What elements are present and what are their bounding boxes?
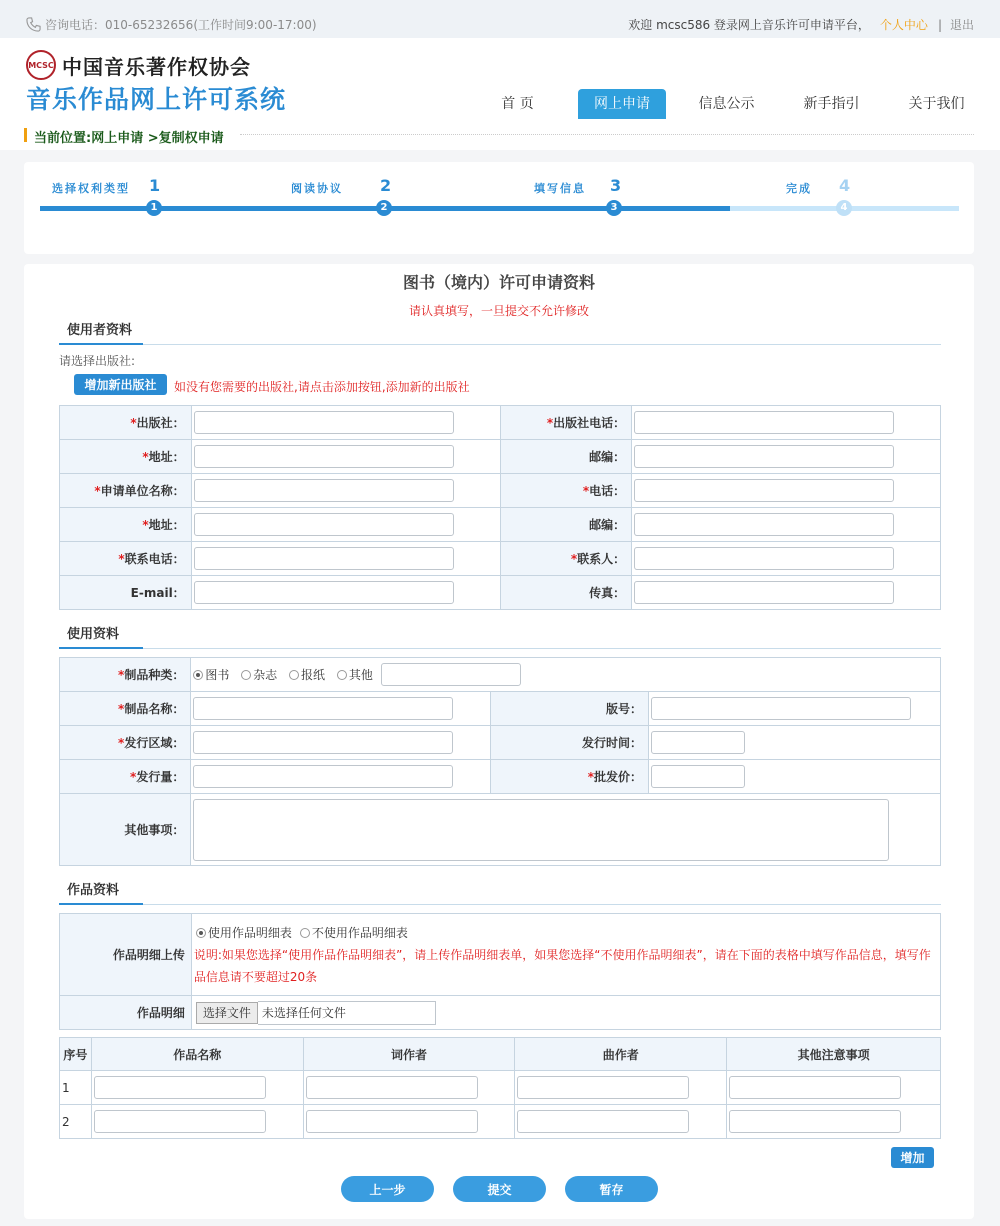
radio-use-detail[interactable] bbox=[196, 928, 206, 938]
product-type-label: *制品种类： bbox=[60, 658, 191, 692]
works-table bbox=[59, 1037, 941, 1139]
other-textarea[interactable] bbox=[193, 799, 889, 861]
user-info-table bbox=[59, 405, 941, 610]
section-use-label: 使用资料 bbox=[59, 623, 143, 649]
works-cell-input[interactable] bbox=[729, 1076, 901, 1099]
field-input[interactable] bbox=[194, 581, 454, 604]
table-row bbox=[60, 1071, 941, 1105]
form-warning: 请认真填写，一旦提交不允许修改 bbox=[408, 304, 589, 318]
nav-guide[interactable]: 新手指引 bbox=[803, 96, 860, 112]
user-center-link[interactable]: 个人中心 bbox=[879, 18, 928, 32]
wholesale-input[interactable] bbox=[651, 765, 745, 788]
field-label: *出版社电话： bbox=[500, 406, 632, 440]
radio-magazine[interactable] bbox=[241, 670, 251, 680]
field-input[interactable] bbox=[194, 445, 454, 468]
radio-book[interactable] bbox=[193, 670, 203, 680]
submit-button[interactable]: 提交 bbox=[453, 1176, 546, 1202]
nav-online-apply[interactable]: 网上申请 bbox=[578, 89, 666, 119]
choose-file-button[interactable]: 选择文件 bbox=[196, 1002, 258, 1024]
prev-step-button[interactable]: 上一步 bbox=[341, 1176, 434, 1202]
quantity-label: *发行量： bbox=[60, 760, 191, 794]
application-form bbox=[24, 264, 974, 1219]
radio-other[interactable] bbox=[337, 670, 347, 680]
logout-link[interactable]: 退出 bbox=[949, 18, 974, 32]
field-label: 传真： bbox=[500, 576, 632, 610]
system-title: 音乐作品网上许可系统 bbox=[26, 85, 287, 114]
edition-label: 版号： bbox=[491, 692, 649, 726]
works-column-header: 作品名称 bbox=[91, 1038, 303, 1071]
works-upload-table: 作品明细上传 使用作品明细表 不使用作品明细表 说明:如果您选择“使用作品作品明细表”，请上传作品明细表单，如果您选择“不使用作品明细表”，请在下面的表格中填写作品信息，填写作品信息请不要超过20条 作品明细 选择文件 未选择任何文件 bbox=[59, 913, 941, 1030]
field-input[interactable] bbox=[634, 547, 894, 570]
breadcrumb-marker bbox=[24, 128, 27, 142]
step-2-dot: 2 bbox=[376, 200, 392, 216]
works-cell-input[interactable] bbox=[306, 1076, 478, 1099]
release-time-input[interactable] bbox=[651, 731, 745, 754]
step-3-label: 填写信息 bbox=[534, 182, 586, 195]
field-label: *地址： bbox=[60, 508, 192, 542]
works-cell-input[interactable] bbox=[517, 1076, 689, 1099]
section-user bbox=[59, 319, 941, 345]
detail-upload-label: 作品明细上传 bbox=[60, 914, 192, 996]
works-cell-input[interactable] bbox=[517, 1110, 689, 1133]
works-cell-input[interactable] bbox=[94, 1110, 266, 1133]
nav-about[interactable]: 关于我们 bbox=[908, 96, 965, 112]
product-name-input[interactable] bbox=[193, 697, 453, 720]
works-column-header: 词作者 bbox=[303, 1038, 515, 1071]
breadcrumb bbox=[0, 120, 1000, 150]
region-input[interactable] bbox=[193, 731, 453, 754]
product-name-label: *制品名称： bbox=[60, 692, 191, 726]
association-name: 中国音乐著作权协会 bbox=[62, 54, 251, 79]
user-welcome bbox=[628, 16, 974, 33]
field-label: *申请单位名称： bbox=[60, 474, 192, 508]
other-type-input[interactable] bbox=[381, 663, 521, 686]
use-info-table bbox=[59, 657, 941, 866]
breadcrumb-text: 当前位置:网上申请 >复制权申请 bbox=[34, 131, 224, 146]
detail-label: 作品明细 bbox=[60, 996, 192, 1030]
step-1-dot: 1 bbox=[146, 200, 162, 216]
works-column-header: 序号 bbox=[60, 1038, 92, 1071]
wholesale-label: *批发价： bbox=[491, 760, 649, 794]
works-cell-input[interactable] bbox=[729, 1110, 901, 1133]
user-row bbox=[60, 542, 941, 576]
nav-info[interactable]: 信息公示 bbox=[698, 96, 755, 112]
file-status: 未选择任何文件 bbox=[258, 1001, 436, 1025]
field-label: *联系人： bbox=[500, 542, 632, 576]
step-3-dot: 3 bbox=[606, 200, 622, 216]
field-input[interactable] bbox=[194, 411, 454, 434]
works-column-header: 其他注意事项 bbox=[727, 1038, 941, 1071]
save-draft-button[interactable]: 暂存 bbox=[565, 1176, 658, 1202]
separator: | bbox=[937, 18, 942, 32]
step-4-number: 4 bbox=[839, 176, 851, 195]
field-label: *地址： bbox=[60, 440, 192, 474]
edition-input[interactable] bbox=[651, 697, 911, 720]
field-label: *联系电话： bbox=[60, 542, 192, 576]
other-label: 其他事项： bbox=[60, 794, 191, 866]
seal-icon: MCSC bbox=[26, 50, 56, 80]
add-publisher-button[interactable]: 增加新出版社 bbox=[74, 374, 167, 395]
field-label: E-mail： bbox=[60, 576, 192, 610]
user-row bbox=[60, 440, 941, 474]
detail-note: 说明:如果您选择“使用作品作品明细表”，请上传作品明细表单，如果您选择“不使用作品明细表”，请在下面的表格中填写作品信息，填写作品信息请不要超过20条 bbox=[193, 947, 931, 984]
radio-newspaper[interactable] bbox=[289, 670, 299, 680]
works-column-header: 曲作者 bbox=[515, 1038, 727, 1071]
user-row bbox=[60, 576, 941, 610]
phone-text: 咨询电话：010-65232656(工作时间9:00-17:00) bbox=[45, 18, 317, 32]
contact-phone bbox=[26, 16, 317, 33]
field-input[interactable] bbox=[634, 479, 894, 502]
release-time-label: 发行时间： bbox=[491, 726, 649, 760]
section-user-label: 使用者资料 bbox=[59, 319, 143, 345]
main-nav bbox=[465, 89, 989, 119]
field-label: 邮编： bbox=[500, 508, 632, 542]
top-bar bbox=[0, 0, 1000, 38]
add-row-button[interactable]: 增加 bbox=[891, 1147, 934, 1168]
form-title: 图书（境内）许可申请资料 bbox=[402, 273, 595, 292]
field-input[interactable] bbox=[194, 547, 454, 570]
table-row bbox=[60, 1105, 941, 1139]
radio-not-use-detail[interactable] bbox=[300, 928, 310, 938]
user-row bbox=[60, 474, 941, 508]
step-4-dot: 4 bbox=[836, 200, 852, 216]
header bbox=[0, 38, 1000, 120]
step-1-label: 选择权利类型 bbox=[52, 182, 130, 195]
field-input[interactable] bbox=[634, 445, 894, 468]
nav-home[interactable]: 首 页 bbox=[501, 96, 534, 112]
add-publisher-note: 如没有您需要的出版社,请点击添加按钮,添加新的出版社 bbox=[174, 380, 470, 394]
row-index: 2 bbox=[60, 1105, 92, 1139]
field-input[interactable] bbox=[194, 513, 454, 536]
step-1-number: 1 bbox=[149, 176, 161, 195]
quantity-input[interactable] bbox=[193, 765, 453, 788]
step-3-number: 3 bbox=[610, 176, 622, 195]
section-use bbox=[59, 623, 941, 649]
works-cell-input[interactable] bbox=[94, 1076, 266, 1099]
field-input[interactable] bbox=[634, 581, 894, 604]
field-input[interactable] bbox=[194, 479, 454, 502]
product-type-options: 图书 杂志 报纸 其他 bbox=[191, 658, 941, 692]
step-4-label: 完成 bbox=[786, 182, 812, 195]
field-input[interactable] bbox=[634, 411, 894, 434]
breadcrumb-divider bbox=[240, 134, 974, 135]
logo[interactable] bbox=[26, 50, 251, 80]
user-row bbox=[60, 508, 941, 542]
field-label: *出版社： bbox=[60, 406, 192, 440]
welcome-text: 欢迎 mcsc586 登录网上音乐许可申请平台， bbox=[628, 18, 870, 32]
field-input[interactable] bbox=[634, 513, 894, 536]
user-row bbox=[60, 406, 941, 440]
region-label: *发行区域： bbox=[60, 726, 191, 760]
phone-icon bbox=[26, 17, 41, 32]
field-label: *电话： bbox=[500, 474, 632, 508]
section-works bbox=[59, 879, 941, 905]
works-cell-input[interactable] bbox=[306, 1110, 478, 1133]
select-publisher-hint: 请选择出版社: bbox=[59, 354, 136, 368]
section-works-label: 作品资料 bbox=[59, 879, 143, 905]
step-2-label: 阅读协议 bbox=[291, 182, 343, 195]
step-progress bbox=[24, 162, 974, 254]
field-label: 邮编： bbox=[500, 440, 632, 474]
step-2-number: 2 bbox=[380, 176, 392, 195]
row-index: 1 bbox=[60, 1071, 92, 1105]
